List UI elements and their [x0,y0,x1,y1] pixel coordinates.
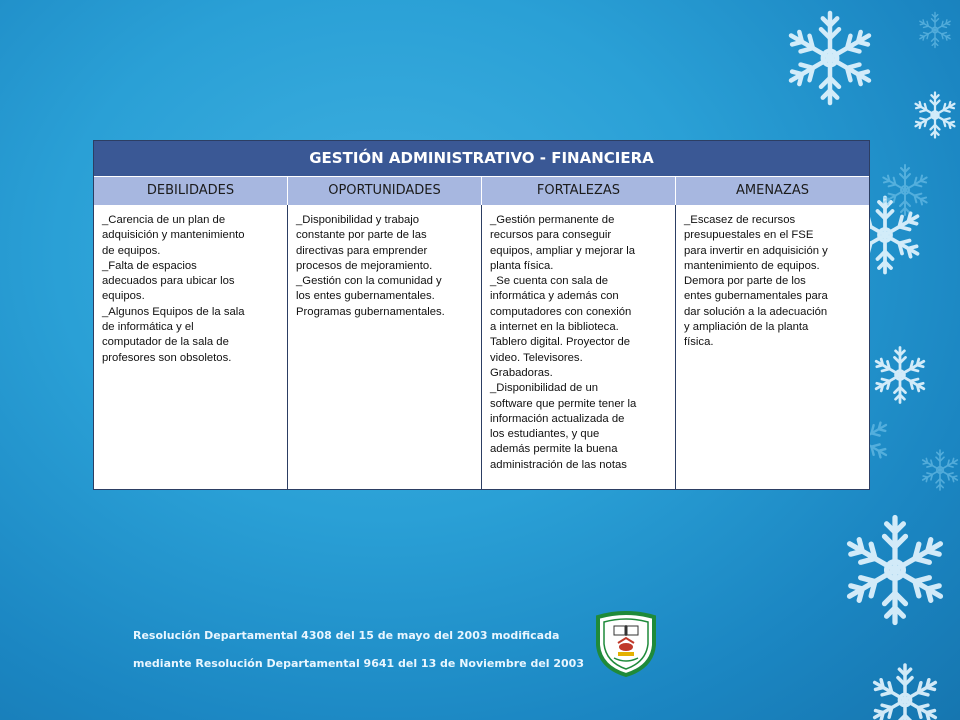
snowflake-icon [871,665,939,720]
cell-line: constante por parte de las [296,229,427,242]
cell-line: software que permite tener la [490,397,637,410]
cell-line: administración de las notas [490,458,627,471]
cell-line: video. Televisores. [490,351,583,364]
cell-line: recursos para conseguir [490,229,612,242]
cell-line: información actualizada de [490,412,625,425]
swot-table [93,140,870,490]
cell-line: informática y además con [490,290,619,303]
cell-line: directivas para emprender [296,244,428,257]
cell-line: adecuados para ubicar los [102,275,235,288]
footer-line: Resolución Departamental 4308 del 15 de mayo del 2003 modificada [133,629,560,642]
cell-line: _Disponibilidad y trabajo [296,214,420,226]
cell-line: planta física. [490,259,554,272]
footer-line: mediante Resolución Departamental 9641 del 13 de Noviembre del 2003 [133,657,584,670]
cell-line: computador de la sala de [102,336,229,349]
cell-line: mantenimiento de equipos. [684,259,820,272]
header-oportunidades: OPORTUNIDADES [288,177,482,205]
cell-line: _Algunos Equipos de la sala [102,305,245,318]
snowflake-icon [787,13,874,103]
cell-line: _Se cuenta con sala de [490,275,609,288]
cell-line: para invertir en adquisición y [684,244,828,257]
cell-line: dar solución a la adecuación [684,305,828,318]
cell-line: los estudiantes, y que [490,428,600,441]
cell-line: entes gubernamentales para [684,290,828,303]
header-fortalezas: FORTALEZAS [482,177,676,205]
cell-line: Grabadoras. [490,366,553,379]
cell-line: procesos de mejoramiento. [296,259,433,272]
cell-line: de equipos. [102,244,161,257]
table-title: GESTIÓN ADMINISTRATIVO - FINANCIERA [94,141,869,177]
cell-line: computadores con conexión [490,305,632,318]
cell-fortalezas [482,205,676,489]
snowflake-icon [844,518,945,623]
cell-line: física. [684,336,714,349]
table-body-row [94,205,869,489]
footer-resolution [133,629,584,671]
cell-line: _Gestión con la comunidad y [296,275,442,288]
cell-line: adquisición y mantenimiento [102,229,245,242]
snowflake-icon [918,12,952,47]
snowflake-icon [913,93,956,138]
cell-line: Programas gubernamentales. [296,305,445,318]
cell-line: presupuestales en el FSE [684,229,814,242]
cell-line: los entes gubernamentales. [296,290,435,303]
cell-line: de informática y el [102,321,194,334]
cell-line: y ampliación de la planta [684,321,809,334]
cell-debilidades [94,205,288,489]
school-shield-logo [594,611,658,677]
snowflake-icon [873,348,926,403]
table-header-row [94,177,869,205]
cell-line: equipos. [102,290,145,303]
cell-line: _Falta de espacios [102,259,197,272]
cell-line: _Disponibilidad de un [490,382,599,395]
cell-oportunidades [288,205,482,489]
cell-line: _Gestión permanente de [490,214,615,226]
cell-line: profesores son obsoletos. [102,351,232,364]
cell-line: Demora por parte de los [684,275,806,288]
snowflake-icon [921,450,960,490]
cell-amenazas [676,205,869,489]
cell-line: _Escasez de recursos [684,214,796,226]
cell-line: a internet en la biblioteca. [490,321,619,334]
header-amenazas: AMENAZAS [676,177,869,205]
header-debilidades: DEBILIDADES [94,177,288,205]
cell-line: además permite la buena [490,443,618,456]
cell-line: Tablero digital. Proyector de [490,336,631,349]
cell-line: _Carencia de un plan de [102,214,226,226]
cell-line: equipos, ampliar y mejorar la [490,244,636,257]
